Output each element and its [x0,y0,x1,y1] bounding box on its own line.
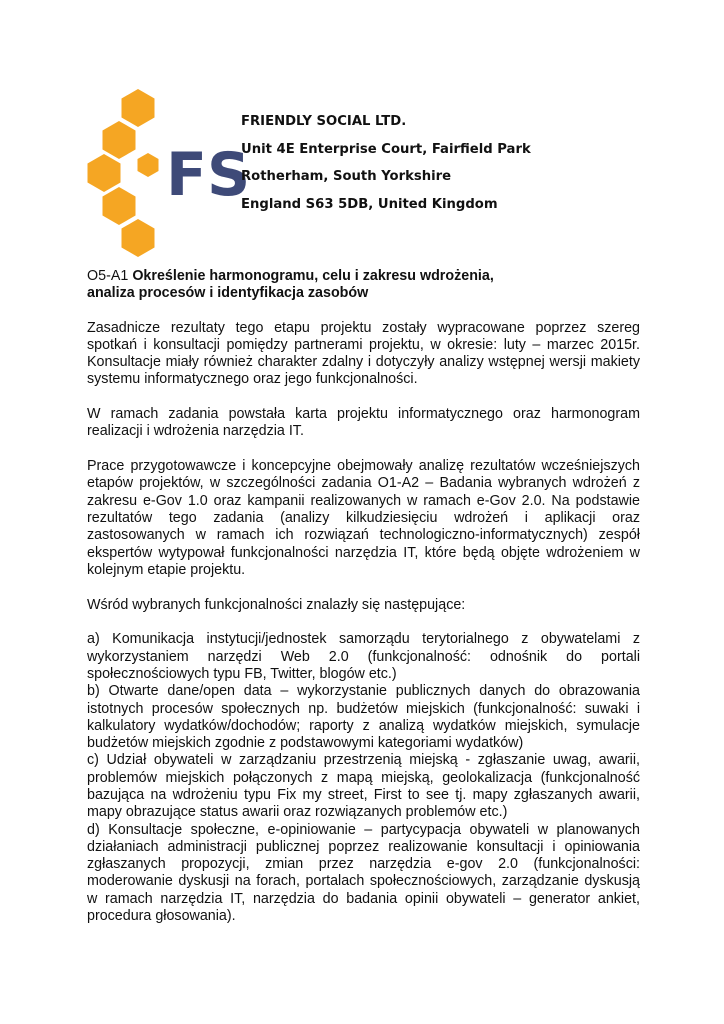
hexagon-cluster-icon [88,89,159,257]
company-address-block [241,108,531,218]
list-item-a: a) Komunikacja instytucji/jednostek samorządu terytorialnego z obywatelami z wykorzystaniem narzędzi Web 2.0 (funkcjonalność: odnośnik do portali społecznościowych typu FB, Twitter, blogów etc.) [87,631,640,682]
section-title-line-2: analiza procesów i identyfikacja zasobów [87,285,369,302]
section-code: O5-A1 [87,268,129,284]
company-name: FRIENDLY SOCIAL LTD. [241,114,407,129]
paragraph-preparatory-work: Prace przygotowawcze i koncepcyjne obejmowały analizę rezultatów wcześniejszych etapów projektów, w szczególności zadania O1-A2 – Badania wybranych wdrożeń z zakresu e-Gov 1.0 oraz kampanii realizowanych w ramach e-Gov 2.0. Na podstawie rezultatów tego zadania (analizy kilkudziesięciu wdrożeń i aplikacji oraz zastosowanych w ramach ich rozwiązań technologiczno-informatycznych) zespół ekspertów wytypował funkcjonalności narzędzia IT, które będą objęte wdrożeniem w kolejnym etapie projektu. [87,458,640,578]
logo-letters: FS [166,140,251,210]
paragraph-project-card: W ramach zadania powstała karta projektu informatycznego oraz harmonogram realizacji i wdrożenia narzędzia IT. [87,406,640,440]
address-line-2: Rotherham, South Yorkshire [241,169,452,184]
document-body [87,268,640,925]
list-item-c: c) Udział obywateli w zarządzaniu przestrzenią miejską - zgłaszanie uwag, awarii, problemów miejskich połączonych z mapą miejską, geolokalizacja (funkcjonalność bazująca na wdrożeniu typu Fix my street, First to see tj. mapy zgłaszanych awarii, mapy obrazujące status awarii oraz rozwiązanych problemów etc.) [87,752,640,821]
friendly-social-logo [86,84,251,258]
paragraph-results: Zasadnicze rezultaty tego etapu projektu zostały wypracowane poprzez szereg spotkań i konsultacji pomiędzy partnerami projektu, w okresie: luty – marzec 2015r. Konsultacje miały również charakter zdalny i dotyczyły analizy wstępnej wersji makiety systemu informatycznego oraz jego funkcjonalności. [87,319,640,388]
paragraph-functionalities-intro: Wśród wybranych funkcjonalności znalazły się następujące: [87,596,466,613]
address-line-1: Unit 4E Enterprise Court, Fairfield Park [241,141,531,157]
list-item-b: b) Otwarte dane/open data – wykorzystanie publicznych danych do obrazowania istotnych procesów społecznych np. budżetów miejskich (funkcjonalność: suwaki i kalkulatory wydatków/dochodów; raporty z analizą wydatków miejskich, symulacje budżetów miejskich zgodnie z podstawowymi kategoriami wydatków) [87,683,640,752]
list-item-d: d) Konsultacje społeczne, e-opiniowanie – partycypacja obywateli w planowanych działaniach administracji publicznej poprzez realizowanie konsultacji i opiniowania zgłaszanych propozycji, zmian przez narzędzia e-gov 2.0 (funkcjonalności: moderowanie dyskusji na forach, portalach społecznościowych, zarządzanie dyskusją w ramach narzędzia IT, narzędzia do badania opinii obywateli – generator ankiet, procedura głosowania). [87,821,640,925]
section-title-line-1: Określenie harmonogramu, celu i zakresu wdrożenia, [132,268,494,284]
address-line-3: England S63 5DB, United Kingdom [241,196,498,212]
section-heading [87,268,640,303]
